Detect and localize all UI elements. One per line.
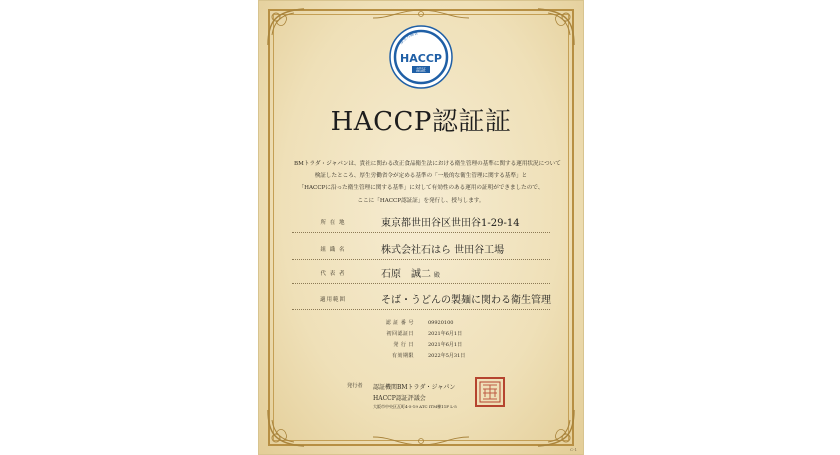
logo-mark: HACCP <box>400 52 442 65</box>
number-value: 2022年5月31日 <box>428 353 466 359</box>
field-label: 組 織 名 <box>320 247 346 253</box>
field-value <box>381 214 520 229</box>
field-address <box>292 213 550 233</box>
field-representative <box>292 264 550 284</box>
field-value <box>381 291 551 306</box>
intro-text <box>294 158 561 207</box>
field-label: 所 在 地 <box>320 220 346 226</box>
corner-ornament-icon <box>534 406 578 450</box>
number-value: 2021年6月1日 <box>428 342 463 348</box>
address-value: 東京都世田谷区世田谷1-29-14 <box>381 218 520 229</box>
field-organization <box>292 240 550 260</box>
number-value: 09920100 <box>428 320 454 326</box>
logo-sub: 認証 <box>415 67 427 74</box>
field-value <box>381 241 504 256</box>
dotted-divider <box>292 309 550 310</box>
red-seal-stamp-icon <box>473 375 507 409</box>
dotted-divider <box>292 259 550 260</box>
dotted-divider <box>292 232 550 233</box>
intro-line: BMトラダ・ジャパンは、貴社に関わる改正食品衛生法における衛生管理の基準に関する運用状況について <box>294 161 561 167</box>
field-label: 代 表 者 <box>320 271 346 277</box>
issuer-address: 大阪市中央区瓦町4-5-19 ATC ITM棟11F L-5 <box>373 404 457 409</box>
issuer-council: HACCP認証評議会 <box>373 395 426 402</box>
issuer-name: 認証機関BMトラダ・ジャパン <box>373 384 456 391</box>
certificate <box>258 0 584 455</box>
certificate-numbers <box>362 319 465 363</box>
representative-value: 石原 誠二 <box>381 269 431 280</box>
issuer-label: 発行者 <box>347 383 363 389</box>
organization-value: 株式会社石はら 世田谷工場 <box>381 245 505 256</box>
haccp-logo-icon <box>388 24 454 90</box>
certificate-title: HACCP認証証 <box>330 107 512 137</box>
intro-line: 検証したところ、厚生労働省令が定める基準の「一般的な衛生管理に関する基準」と <box>314 173 528 180</box>
scope-value: そば・うどんの製麺に関わる衛生管理 <box>381 295 551 306</box>
corner-ornament-icon <box>534 5 578 49</box>
honorific: 殿 <box>434 272 441 279</box>
page-number: C-1 <box>570 447 577 452</box>
dotted-divider <box>292 283 550 284</box>
corner-ornament-icon <box>264 406 308 450</box>
corner-ornament-icon <box>264 5 308 49</box>
number-row <box>362 352 465 363</box>
number-row <box>362 330 465 341</box>
intro-line: 「HACCPに沿った衛生管理に関する基準」に対して有効性のある運用の証明ができましたので、 <box>298 185 544 192</box>
number-row <box>362 341 465 352</box>
number-label: 初回認証日 <box>386 331 414 337</box>
logo-arc-text: 厚生労働省 <box>398 30 419 46</box>
number-label: 認 証 番 号 <box>385 320 414 326</box>
number-label: 有効期限 <box>391 353 414 359</box>
field-scope <box>292 290 550 310</box>
field-label: 適用範囲 <box>319 297 346 303</box>
number-label: 発 行 日 <box>393 342 414 348</box>
number-value: 2021年6月1日 <box>428 331 463 337</box>
number-row <box>362 319 465 330</box>
bottom-flourish-icon <box>371 433 471 447</box>
top-flourish-icon <box>371 8 471 22</box>
intro-line: ここに「HACCP認証証」を発行し、授与します。 <box>357 197 485 204</box>
field-value <box>381 265 440 280</box>
